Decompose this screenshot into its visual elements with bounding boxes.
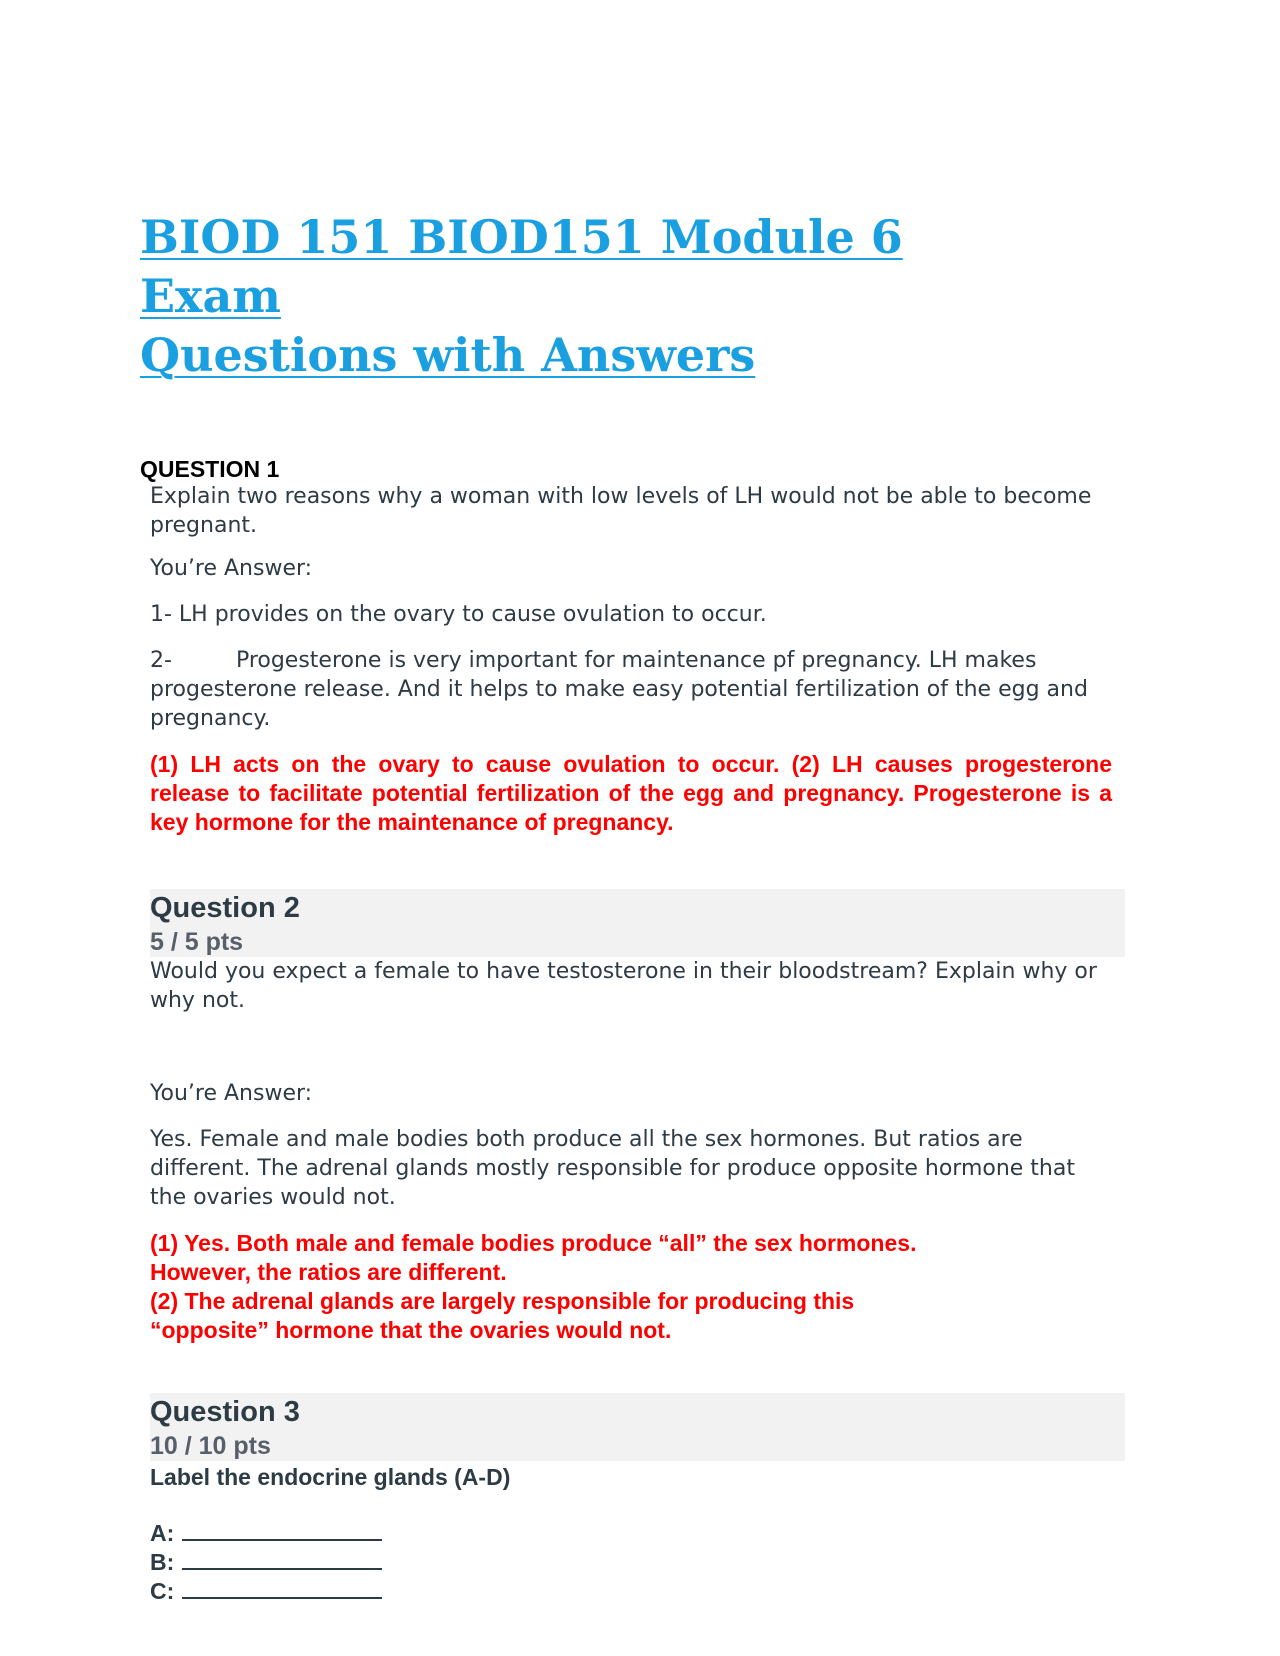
- label-row-c: [150, 1577, 1112, 1606]
- label-row-a: [150, 1519, 1112, 1548]
- question-1-answer-2: [150, 646, 1112, 733]
- question-2-prompt: Would you expect a female to have testosterone in their bloodstream? Explain why or why not.: [150, 959, 1097, 1013]
- label-c: C:: [150, 1578, 175, 1604]
- correct-line-4: “opposite” hormone that the ovaries would not.: [150, 1317, 672, 1343]
- question-3-body: [150, 1463, 1112, 1606]
- question-3-prompt: Label the endocrine glands (A-D): [150, 1464, 511, 1490]
- blank-line-c: [182, 1579, 382, 1599]
- document-title: [140, 208, 1040, 385]
- question-2-points: 5 / 5 pts: [150, 928, 244, 956]
- blank-line-a: [182, 1521, 382, 1541]
- question-2-correct-answer: [150, 1229, 1112, 1345]
- blank-line-b: [182, 1550, 382, 1570]
- question-2-answer-label: You’re Answer:: [150, 1081, 313, 1106]
- question-1-correct-answer: (1) LH acts on the ovary to cause ovulation to occur. (2) LH causes progesterone release to facilitate potential fertilization of the egg and pregnancy. Progesterone is a key hormone for the maintenance of pregnancy.: [150, 751, 1112, 835]
- question-3-title: Question 3: [150, 1396, 300, 1428]
- question-2-answer: Yes. Female and male bodies both produce all the sex hormones. But ratios are different. The adrenal glands mostly responsible for produce opposite hormone that the ovaries would not.: [150, 1127, 1075, 1210]
- question-1-body: [150, 482, 1112, 837]
- label-b: B:: [150, 1549, 175, 1575]
- question-3-points: 10 / 10 pts: [150, 1432, 271, 1460]
- question-2-title: Question 2: [150, 892, 300, 924]
- title-line-1: BIOD 151 BIOD151 Module 6 Exam: [140, 210, 903, 323]
- correct-line-1: (1) Yes. Both male and female bodies produce “all” the sex hormones.: [150, 1230, 917, 1256]
- question-1-answer-1: 1- LH provides on the ovary to cause ovulation to occur.: [150, 602, 767, 627]
- correct-line-3: (2) The adrenal glands are largely responsible for producing this: [150, 1288, 855, 1314]
- question-1-answer-label: You’re Answer:: [150, 556, 313, 581]
- label-a: A:: [150, 1520, 175, 1546]
- label-row-b: [150, 1548, 1112, 1577]
- correct-line-2: However, the ratios are different.: [150, 1259, 507, 1285]
- question-1-prompt: Explain two reasons why a woman with low levels of LH would not be able to become pregnant.: [150, 484, 1092, 538]
- title-line-2: Questions with Answers: [140, 328, 756, 382]
- question-2-body: [150, 957, 1112, 1345]
- answer-2-number: 2-: [150, 648, 172, 673]
- question-1-heading: QUESTION 1: [140, 456, 280, 482]
- label-blanks: [150, 1519, 1112, 1606]
- answer-2-text: Progesterone is very important for maintenance pf pregnancy. LH makes progesterone release. And it helps to make easy potential fertilization of the egg and pregnancy.: [150, 648, 1088, 731]
